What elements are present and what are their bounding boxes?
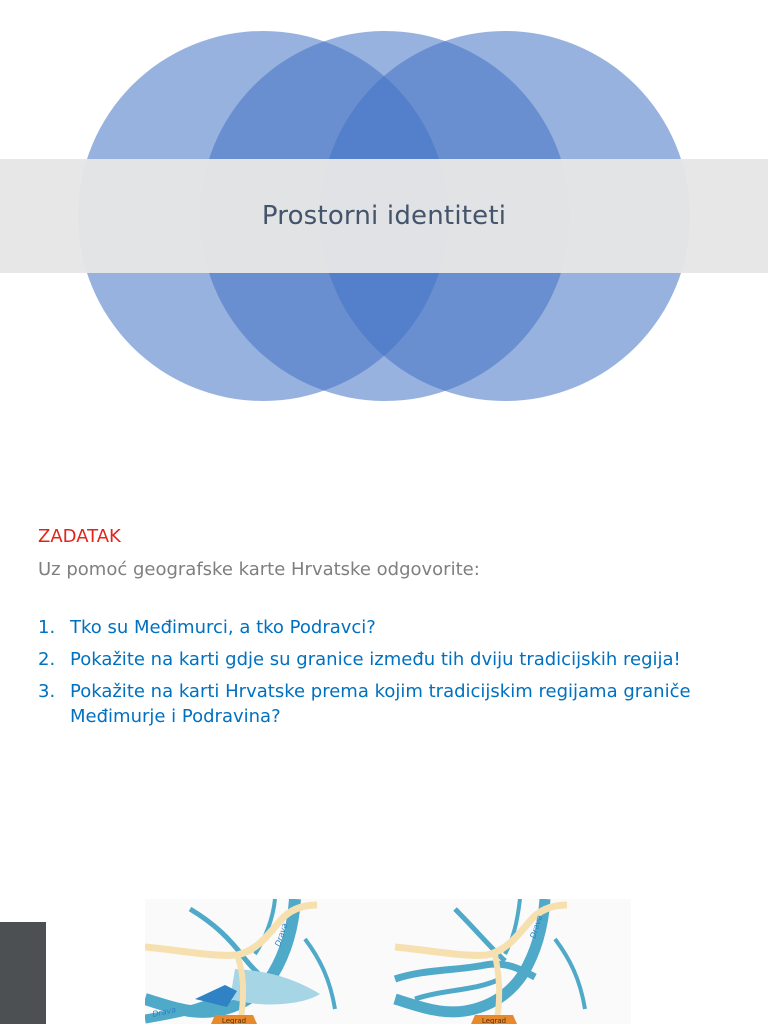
river-maps [145, 899, 631, 1024]
river-label-left-top: Drava [273, 922, 290, 948]
list-item-text: Pokažite na karti Hrvatske prema kojim tradicijskim regijama graniče Međimurje i Podravina? [70, 681, 691, 727]
river-label-left-bottom: Drava [151, 1005, 177, 1019]
town-label-left: Legrad [221, 1017, 247, 1024]
list-item-number: 2. [38, 649, 56, 670]
title-band [0, 159, 768, 273]
list-item-number: 3. [38, 681, 56, 702]
task-list [38, 615, 738, 736]
slide-title: Prostorni identiteti [261, 201, 507, 231]
map-figure [145, 899, 631, 1024]
side-bar [0, 922, 46, 1024]
list-item-text: Tko su Međimurci, a tko Podravci? [70, 617, 376, 638]
title-slide [0, 0, 768, 420]
river-label-right: Drava [528, 914, 545, 940]
town-label-right: Legrad [481, 1017, 507, 1024]
list-item [38, 615, 738, 640]
list-item [38, 647, 738, 672]
list-item [38, 679, 738, 729]
task-heading: ZADATAK [38, 526, 121, 547]
list-item-text: Pokažite na karti gdje su granice između tih dviju tradicijskih regija! [70, 649, 681, 670]
list-item-number: 1. [38, 617, 56, 638]
task-intro: Uz pomoć geografske karte Hrvatske odgovorite: [38, 559, 480, 580]
